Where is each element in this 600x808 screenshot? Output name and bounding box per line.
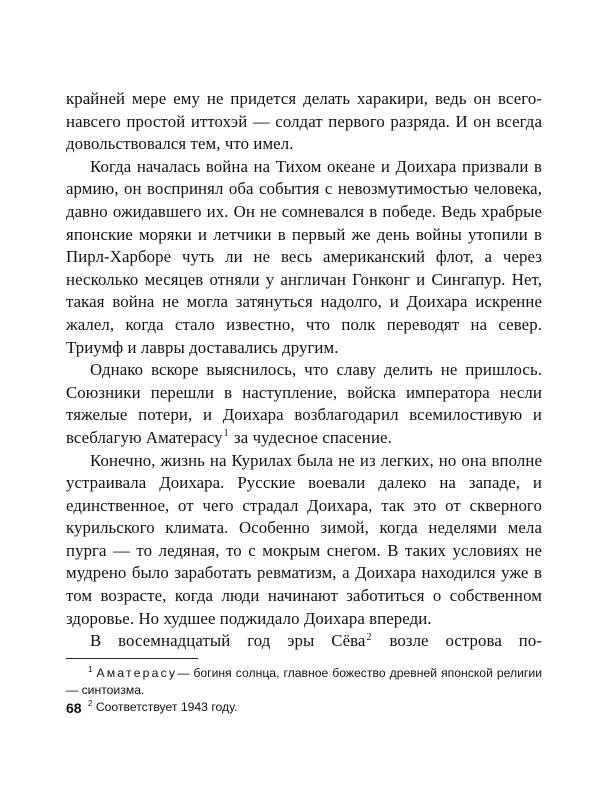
page-number: 68: [66, 700, 82, 716]
paragraph-3-text-after: за чудесное спасение.: [229, 427, 392, 447]
paragraph-4: [66, 450, 542, 631]
book-page: [66, 88, 542, 716]
footnote-1-term: Аматерасу: [96, 665, 178, 680]
footnote-1: [66, 665, 542, 699]
paragraph-1-text: крайней мере ему не придется делать харакири, ведь он всего-навсего простой иттохэй — солдат первого разряда. И он всегда довольствовался тем, что имел.: [66, 89, 542, 154]
paragraph-1: [66, 88, 542, 156]
paragraph-3-text-before: Однако вскоре выяснилось, что славу делить не пришлось. Союзники перешли в наступление, войска императора несли тяжелые потери, и Доихара возблагодарил всемилостивую и всеблагую Аматерасу: [66, 360, 542, 447]
paragraph-3: [66, 359, 542, 449]
footnote-ref-1: 1: [223, 428, 229, 440]
footnote-2-mark: 2: [88, 698, 93, 708]
paragraph-5: [66, 630, 542, 653]
footnote-1-mark: 1: [88, 664, 93, 674]
paragraph-5-text-before: В восемнадцатый год эры Сёва: [90, 631, 366, 651]
footnote-ref-2: 2: [366, 631, 372, 643]
footnote-1-text: — богиня солнца, главное божество древней японской религии — синтоизма.: [66, 665, 542, 697]
paragraph-2-text: Когда началась война на Тихом океане и Доихара призвали в армию, он воспринял оба события с невозмутимостью человека, давно ожидавшего их. Он не сомневался в победе. Ведь храбрые японские моряки и летчики в первый же день войны утопили в Пирл-Харборе чуть ли не весь американский флот, а через несколько месяцев отняли у англичан Гонконг и Сингапур. Нет, такая война не могла затянуться надолго, и Доихара искренне жалел, когда стало известно, что полк переводят на север. Триумф и лавры доставались другим.: [66, 156, 542, 357]
footnote-separator: [66, 658, 198, 659]
footnote-2-text: Соответствует 1943 году.: [95, 699, 238, 714]
paragraph-4-text: Конечно, жизнь на Курилах была не из легких, но она вполне устраивала Доихара. Русские воевали далеко на западе, и единственное, от чего страдал Доихара, так это от скверного курильского климата. Особенно зимой, когда неделями мела пурга — то ледяная, то с мокрым снегом. В таких условиях не мудрено было заработать ревматизм, а Доихара находился уже в том возрасте, когда люди начинают заботиться о собственном здоровье. Но худшее поджидало Доихара впереди.: [66, 450, 542, 628]
paragraph-5-text-after: возле острова по-: [372, 631, 542, 651]
main-text: [66, 88, 542, 653]
paragraph-2: [66, 156, 542, 359]
footnotes: [66, 665, 542, 716]
footnote-2: [66, 699, 542, 716]
